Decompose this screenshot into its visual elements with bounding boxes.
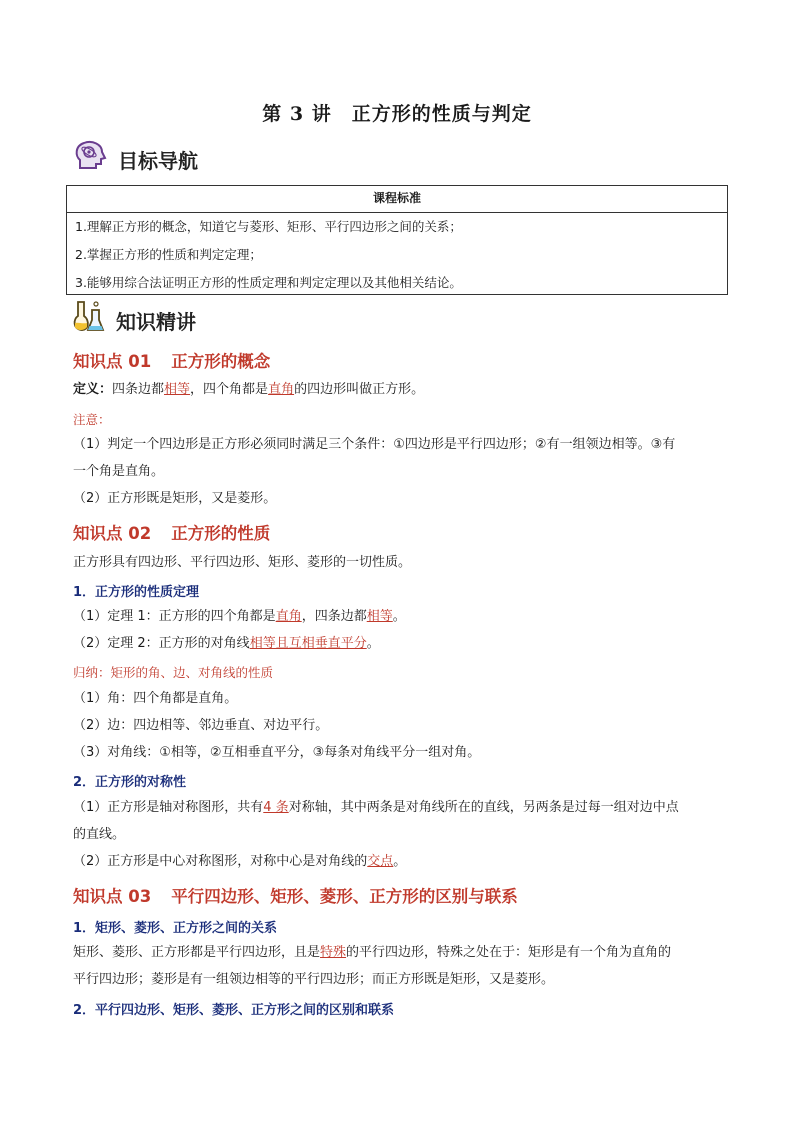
summary-item: （3）对角线：①相等，②互相垂直平分，③每条对角线平分一组对角。 [73, 745, 481, 760]
symmetry-line [73, 853, 406, 871]
flask-icon [70, 298, 106, 338]
theorem-line [73, 635, 380, 653]
summary-item: （1）角：四个角都是直角。 [73, 691, 238, 706]
theorem-keyword: 直角 [275, 609, 302, 624]
symmetry-keyword: 4 条 [263, 800, 289, 815]
theorem-keyword: 相等且互相垂直平分 [249, 636, 367, 651]
standards-row: 3.能够用综合法证明正方形的性质定理和判定定理以及其他相关结论。 [75, 275, 462, 290]
knowledge-point-name: 正方形的概念 [171, 352, 271, 371]
symmetry-line [73, 799, 679, 817]
section-title-goal: 目标导航 [118, 149, 198, 173]
standards-row: 1.理解正方形的概念，知道它与菱形、矩形、平行四边形之间的关系； [75, 219, 462, 234]
symmetry-text: （1）正方形是轴对称图形，共有 [73, 800, 264, 815]
summary-item: （2）边：四边相等、邻边垂直、对边平行。 [73, 718, 329, 733]
subheading: 2．平行四边形、矩形、菱形、正方形之间的区别和联系 [73, 1003, 395, 1018]
paragraph-line [73, 944, 671, 962]
knowledge-point-number: 知识点 01 [73, 352, 152, 371]
knowledge-point-number: 知识点 03 [73, 887, 152, 906]
page-title: 第 3 讲 正方形的性质与判定 [262, 103, 532, 125]
definition-line [73, 381, 424, 399]
symmetry-text: （2）正方形是中心对称图形，对称中心是对角线的 [73, 854, 368, 869]
symmetry-text: 。 [393, 854, 407, 869]
subheading: 1．矩形、菱形、正方形之间的关系 [73, 921, 278, 936]
standards-row: 2.掌握正方形的性质和判定定理； [75, 247, 262, 262]
knowledge-point-01-heading [73, 348, 270, 372]
symmetry-text: 对称轴，其中两条是对角线所在的直线，另两条是过每一组对边中点 [288, 800, 679, 815]
note-item: （1）判定一个四边形是正方形必须同时满足三个条件：①四边形是平行四边形；②有一组领边相等。③有 [73, 437, 676, 452]
note-label: 注意： [73, 412, 111, 427]
theorem-text: 。 [366, 636, 380, 651]
theorem-text: 。 [392, 609, 406, 624]
summary-label: 归纳：矩形的角、边、对角线的性质 [73, 665, 274, 680]
paragraph-line-continued: 平行四边形；菱形是有一组领边相等的平行四边形；而正方形既是矩形，又是菱形。 [73, 972, 555, 987]
note-item-continued: 一个角是直角。 [73, 464, 165, 479]
definition-keyword: 相等 [164, 382, 191, 397]
section-title-knowledge: 知识精讲 [116, 310, 196, 334]
knowledge-point-03-heading [73, 883, 518, 907]
paragraph-keyword: 特殊 [320, 945, 347, 960]
symmetry-line-continued: 的直线。 [73, 827, 126, 842]
standards-table [66, 185, 728, 295]
standards-header: 课程标准 [67, 186, 727, 213]
theorem-line [73, 608, 406, 626]
note-item: （2）正方形既是矩形，又是菱形。 [73, 491, 277, 506]
paragraph-text: 的平行四边形，特殊之处在于：矩形是有一个角为直角的 [346, 945, 672, 960]
knowledge-point-number: 知识点 02 [73, 524, 152, 543]
definition-text: 的四边形叫做正方形。 [294, 382, 425, 397]
brain-icon [72, 138, 108, 178]
definition-text: ，四个角都是 [190, 382, 269, 397]
paragraph: 正方形具有四边形、平行四边形、矩形、菱形的一切性质。 [73, 555, 412, 570]
subheading: 2．正方形的对称性 [73, 775, 187, 790]
symmetry-keyword: 交点 [367, 854, 394, 869]
subheading: 1．正方形的性质定理 [73, 585, 200, 600]
theorem-text: （2）定理 2：正方形的对角线 [73, 636, 250, 651]
paragraph-text: 矩形、菱形、正方形都是平行四边形，且是 [73, 945, 321, 960]
definition-keyword: 直角 [268, 382, 295, 397]
theorem-keyword: 相等 [366, 609, 393, 624]
theorem-text: （1）定理 1：正方形的四个角都是 [73, 609, 276, 624]
knowledge-point-02-heading [73, 520, 270, 544]
definition-label: 定义： [73, 382, 113, 397]
theorem-text: ，四条边都 [301, 609, 367, 624]
definition-text: 四条边都 [112, 382, 165, 397]
knowledge-point-name: 平行四边形、矩形、菱形、正方形的区别与联系 [171, 887, 518, 906]
knowledge-point-name: 正方形的性质 [171, 524, 271, 543]
